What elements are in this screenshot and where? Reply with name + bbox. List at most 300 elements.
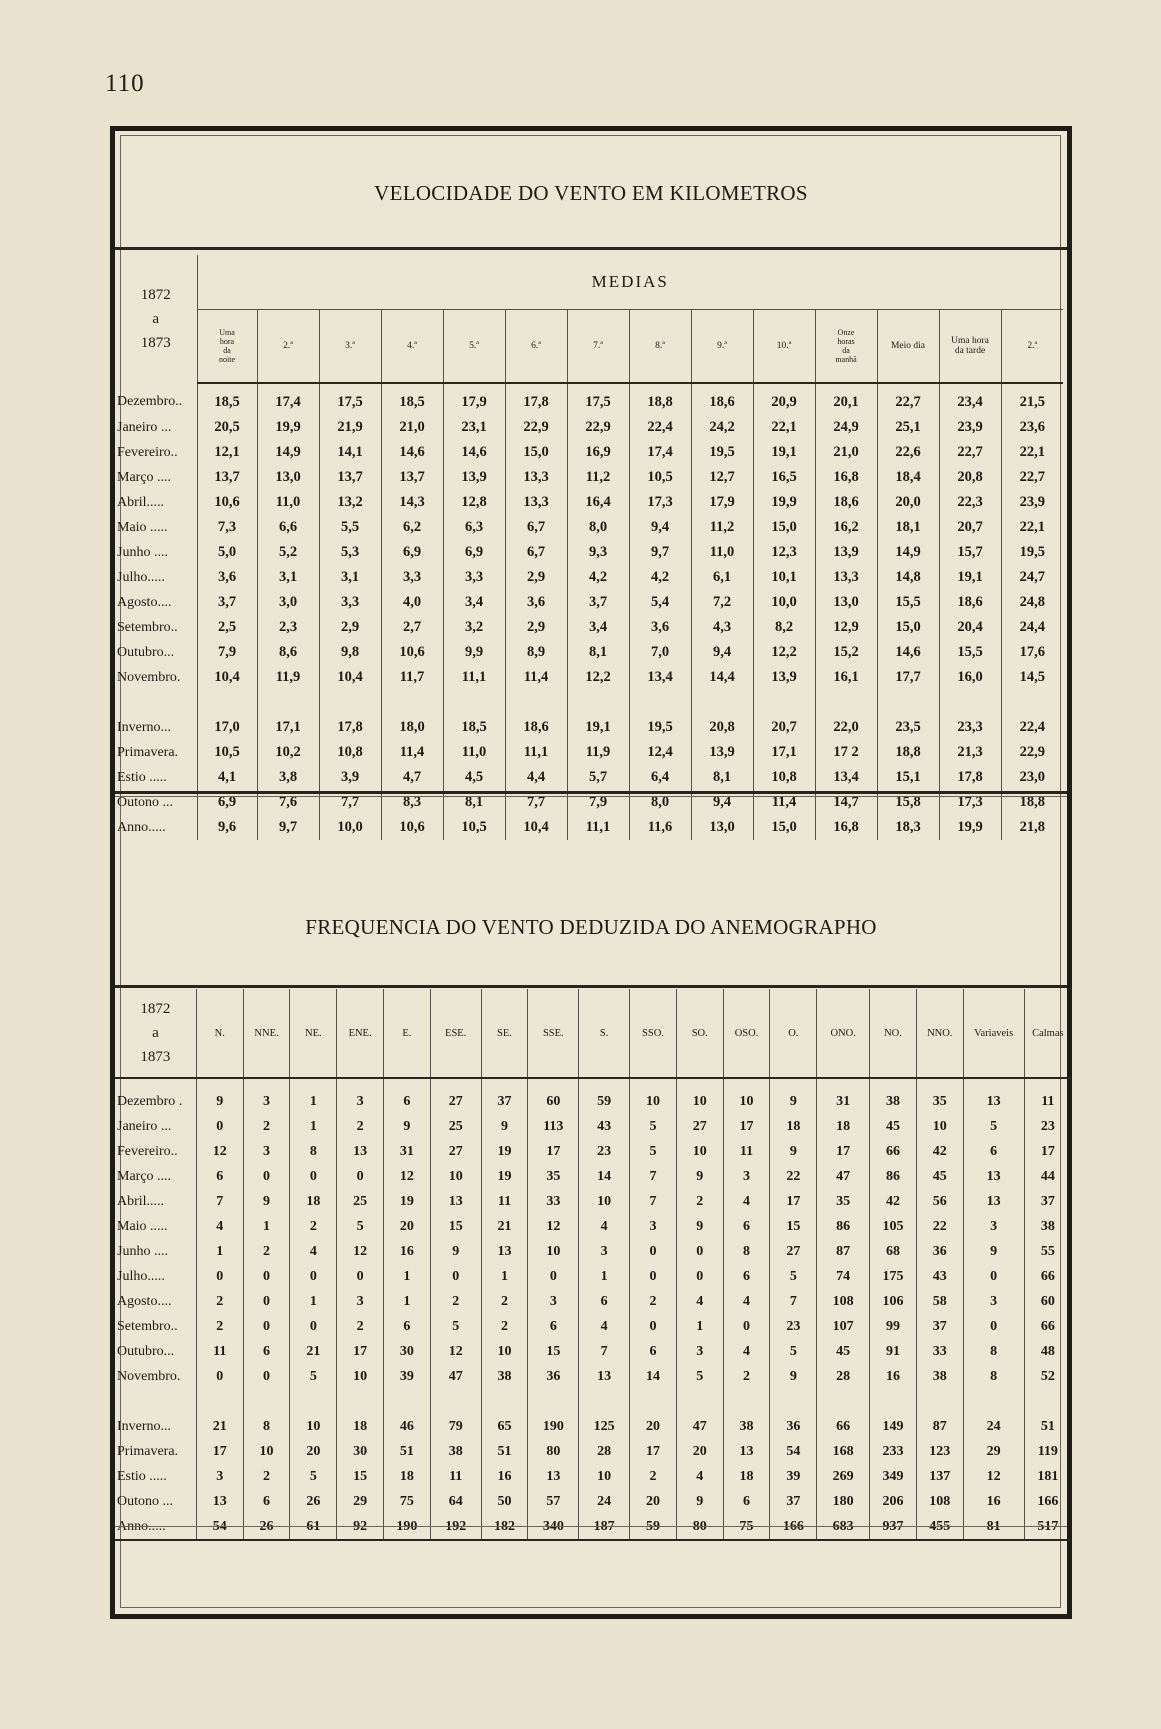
cell-value: 4,2 xyxy=(629,565,691,590)
hour-column-header xyxy=(319,310,381,384)
cell-value: 14,4 xyxy=(691,665,753,690)
cell-value: 39 xyxy=(383,1364,430,1389)
row-label: Janeiro ... xyxy=(115,1114,196,1139)
cell-value: 19,1 xyxy=(939,565,1001,590)
cell-value: 2 xyxy=(630,1464,677,1489)
cell-value: 11,7 xyxy=(381,665,443,690)
cell-value: 108 xyxy=(916,1489,963,1514)
cell-value: 20,0 xyxy=(877,490,939,515)
cell-value: 19,1 xyxy=(567,715,629,740)
cell-value: 36 xyxy=(770,1414,817,1439)
spacer-cell xyxy=(290,1389,337,1414)
cell-value: 4 xyxy=(579,1214,630,1239)
cell-value: 21,0 xyxy=(381,415,443,440)
cell-value: 22,9 xyxy=(1001,740,1063,765)
month-row xyxy=(115,640,1063,665)
cell-value: 18,6 xyxy=(815,490,877,515)
divider xyxy=(115,796,1067,797)
cell-value: 10,6 xyxy=(381,815,443,840)
cell-value: 9,8 xyxy=(319,640,381,665)
cell-value: 13,9 xyxy=(443,465,505,490)
cell-value: 17 xyxy=(337,1339,384,1364)
cell-value: 16 xyxy=(870,1364,917,1389)
cell-value: 13,9 xyxy=(753,665,815,690)
cell-value: 25 xyxy=(337,1189,384,1214)
cell-value: 137 xyxy=(916,1464,963,1489)
cell-value: 15 xyxy=(770,1214,817,1239)
cell-value: 9,6 xyxy=(197,815,257,840)
cell-value: 9 xyxy=(676,1164,723,1189)
cell-value: 18,3 xyxy=(877,815,939,840)
cell-value: 15,5 xyxy=(939,640,1001,665)
season-row xyxy=(115,1489,1071,1514)
month-row xyxy=(115,1139,1071,1164)
direction-column-header: SSO. xyxy=(630,989,677,1078)
cell-value: 4 xyxy=(676,1289,723,1314)
cell-value: 26 xyxy=(290,1489,337,1514)
cell-value: 50 xyxy=(481,1489,528,1514)
cell-value: 8,9 xyxy=(505,640,567,665)
cell-value: 17,9 xyxy=(443,383,505,415)
row-label: Julho..... xyxy=(115,565,197,590)
period-start: 1872 xyxy=(140,287,171,303)
cell-value: 16,0 xyxy=(939,665,1001,690)
cell-value: 2 xyxy=(196,1289,243,1314)
cell-value: 6 xyxy=(723,1264,770,1289)
cell-value: 60 xyxy=(528,1078,579,1114)
cell-value: 18,8 xyxy=(877,740,939,765)
cell-value: 11,6 xyxy=(629,815,691,840)
cell-value: 6 xyxy=(579,1289,630,1314)
cell-value: 10,8 xyxy=(753,765,815,790)
cell-value: 19,1 xyxy=(753,440,815,465)
row-label: Fevereiro.. xyxy=(115,1139,196,1164)
cell-value: 0 xyxy=(528,1264,579,1289)
cell-value: 4 xyxy=(723,1189,770,1214)
cell-value: 2 xyxy=(243,1464,290,1489)
cell-value: 5 xyxy=(770,1339,817,1364)
cell-value: 17,4 xyxy=(257,383,319,415)
cell-value: 0 xyxy=(337,1264,384,1289)
cell-value: 12,4 xyxy=(629,740,691,765)
cell-value: 8,1 xyxy=(443,790,505,815)
cell-value: 42 xyxy=(916,1139,963,1164)
cell-value: 2 xyxy=(290,1214,337,1239)
period-sep: a xyxy=(152,311,160,327)
cell-value: 66 xyxy=(870,1139,917,1164)
spacer-row xyxy=(115,690,1063,715)
cell-value: 8 xyxy=(963,1364,1024,1389)
cell-value: 14 xyxy=(630,1364,677,1389)
cell-value: 12 xyxy=(196,1139,243,1164)
cell-value: 20 xyxy=(630,1414,677,1439)
direction-column-header: OSO. xyxy=(723,989,770,1078)
cell-value: 38 xyxy=(481,1364,528,1389)
cell-value: 9,7 xyxy=(629,540,691,565)
cell-value: 22,9 xyxy=(567,415,629,440)
cell-value: 18 xyxy=(337,1414,384,1439)
month-row xyxy=(115,615,1063,640)
direction-column-header: ONO. xyxy=(817,989,870,1078)
cell-value: 22,7 xyxy=(939,440,1001,465)
month-row xyxy=(115,415,1063,440)
row-label: Abril..... xyxy=(115,490,197,515)
cell-value: 11,9 xyxy=(567,740,629,765)
cell-value: 3,6 xyxy=(629,615,691,640)
cell-value: 0 xyxy=(243,1289,290,1314)
spacer-cell xyxy=(676,1389,723,1414)
cell-value: 6,3 xyxy=(443,515,505,540)
cell-value: 5 xyxy=(630,1139,677,1164)
hour-header-line: 7.ª xyxy=(593,341,603,351)
cell-value: 0 xyxy=(630,1314,677,1339)
row-label: Setembro.. xyxy=(115,1314,196,1339)
cell-value: 20,8 xyxy=(691,715,753,740)
cell-value: 6 xyxy=(243,1489,290,1514)
cell-value: 6 xyxy=(963,1139,1024,1164)
cell-value: 15,0 xyxy=(753,815,815,840)
cell-value: 9 xyxy=(770,1139,817,1164)
spacer-cell xyxy=(381,690,443,715)
cell-value: 3,9 xyxy=(319,765,381,790)
cell-value: 20,8 xyxy=(939,465,1001,490)
cell-value: 181 xyxy=(1024,1464,1071,1489)
month-row xyxy=(115,490,1063,515)
row-label: Junho .... xyxy=(115,540,197,565)
cell-value: 14 xyxy=(579,1164,630,1189)
cell-value: 19,5 xyxy=(691,440,753,465)
cell-value: 21,0 xyxy=(815,440,877,465)
spacer-cell xyxy=(963,1389,1024,1414)
direction-column-header: NO. xyxy=(870,989,917,1078)
hour-column-header xyxy=(197,310,257,384)
cell-value: 5 xyxy=(676,1364,723,1389)
cell-value: 79 xyxy=(430,1414,481,1439)
cell-value: 86 xyxy=(817,1214,870,1239)
cell-value: 3,7 xyxy=(567,590,629,615)
cell-value: 3,1 xyxy=(319,565,381,590)
season-row xyxy=(115,1464,1071,1489)
hour-column-header xyxy=(815,310,877,384)
cell-value: 16,9 xyxy=(567,440,629,465)
month-row xyxy=(115,465,1063,490)
cell-value: 14,6 xyxy=(443,440,505,465)
row-label: Primavera. xyxy=(115,1439,196,1464)
cell-value: 108 xyxy=(817,1289,870,1314)
row-label: Setembro.. xyxy=(115,615,197,640)
spacer-cell xyxy=(1024,1389,1071,1414)
cell-value: 1 xyxy=(243,1214,290,1239)
cell-value: 13,0 xyxy=(815,590,877,615)
cell-value: 2,9 xyxy=(505,615,567,640)
month-row xyxy=(115,1114,1071,1139)
cell-value: 10 xyxy=(430,1164,481,1189)
cell-value: 2,9 xyxy=(319,615,381,640)
cell-value: 80 xyxy=(528,1439,579,1464)
cell-value: 190 xyxy=(528,1414,579,1439)
cell-value: 15 xyxy=(430,1214,481,1239)
cell-value: 6,7 xyxy=(505,515,567,540)
cell-value: 21,9 xyxy=(319,415,381,440)
month-row xyxy=(115,1078,1071,1114)
cell-value: 1 xyxy=(579,1264,630,1289)
cell-value: 2,9 xyxy=(505,565,567,590)
cell-value: 18 xyxy=(383,1464,430,1489)
cell-value: 26 xyxy=(243,1514,290,1540)
cell-value: 20,4 xyxy=(939,615,1001,640)
cell-value: 12,9 xyxy=(815,615,877,640)
cell-value: 7 xyxy=(630,1164,677,1189)
cell-value: 14,1 xyxy=(319,440,381,465)
cell-value: 21,5 xyxy=(1001,383,1063,415)
wind-frequency-table xyxy=(115,989,1071,1541)
cell-value: 44 xyxy=(1024,1164,1071,1189)
month-row xyxy=(115,1339,1071,1364)
cell-value: 17,1 xyxy=(753,740,815,765)
cell-value: 13 xyxy=(723,1439,770,1464)
direction-column-header: NNE. xyxy=(243,989,290,1078)
cell-value: 18 xyxy=(817,1114,870,1139)
cell-value: 4,7 xyxy=(381,765,443,790)
cell-value: 87 xyxy=(916,1414,963,1439)
cell-value: 11,1 xyxy=(505,740,567,765)
cell-value: 61 xyxy=(290,1514,337,1540)
cell-value: 18 xyxy=(290,1189,337,1214)
cell-value: 13,9 xyxy=(691,740,753,765)
cell-value: 23,5 xyxy=(877,715,939,740)
hour-header-line: da tarde xyxy=(954,346,986,356)
cell-value: 91 xyxy=(870,1339,917,1364)
cell-value: 15,2 xyxy=(815,640,877,665)
cell-value: 15 xyxy=(337,1464,384,1489)
cell-value: 80 xyxy=(676,1514,723,1540)
cell-value: 11,4 xyxy=(505,665,567,690)
cell-value: 10 xyxy=(723,1078,770,1114)
divider xyxy=(115,985,1067,988)
cell-value: 38 xyxy=(430,1439,481,1464)
cell-value: 17,6 xyxy=(1001,640,1063,665)
cell-value: 19 xyxy=(481,1139,528,1164)
cell-value: 33 xyxy=(528,1189,579,1214)
season-row xyxy=(115,815,1063,840)
cell-value: 123 xyxy=(916,1439,963,1464)
cell-value: 13 xyxy=(963,1164,1024,1189)
cell-value: 9 xyxy=(196,1078,243,1114)
cell-value: 68 xyxy=(870,1239,917,1264)
direction-header-row xyxy=(115,989,1071,1078)
cell-value: 683 xyxy=(817,1514,870,1540)
divider xyxy=(115,1526,1067,1527)
cell-value: 66 xyxy=(1024,1264,1071,1289)
cell-value: 15,1 xyxy=(877,765,939,790)
cell-value: 17,7 xyxy=(877,665,939,690)
hour-column-header xyxy=(939,310,1001,384)
cell-value: 9,7 xyxy=(257,815,319,840)
spacer-cell xyxy=(383,1389,430,1414)
cell-value: 30 xyxy=(337,1439,384,1464)
cell-value: 16,1 xyxy=(815,665,877,690)
cell-value: 11,1 xyxy=(443,665,505,690)
cell-value: 190 xyxy=(383,1514,430,1540)
cell-value: 11,1 xyxy=(567,815,629,840)
row-label: Inverno... xyxy=(115,1414,196,1439)
cell-value: 107 xyxy=(817,1314,870,1339)
cell-value: 23,9 xyxy=(1001,490,1063,515)
cell-value: 166 xyxy=(770,1514,817,1540)
cell-value: 58 xyxy=(916,1289,963,1314)
cell-value: 21 xyxy=(481,1214,528,1239)
cell-value: 5 xyxy=(630,1114,677,1139)
cell-value: 937 xyxy=(870,1514,917,1540)
row-label: Maio ..... xyxy=(115,1214,196,1239)
cell-value: 5 xyxy=(963,1114,1024,1139)
spacer-cell xyxy=(691,690,753,715)
hour-header-line: da xyxy=(842,346,850,355)
cell-value: 6,7 xyxy=(505,540,567,565)
cell-value: 5,4 xyxy=(629,590,691,615)
cell-value: 8 xyxy=(290,1139,337,1164)
cell-value: 149 xyxy=(870,1414,917,1439)
cell-value: 24,8 xyxy=(1001,590,1063,615)
cell-value: 25,1 xyxy=(877,415,939,440)
row-label: Anno..... xyxy=(115,1514,196,1540)
cell-value: 36 xyxy=(916,1239,963,1264)
cell-value: 9 xyxy=(676,1489,723,1514)
cell-value: 2 xyxy=(337,1314,384,1339)
cell-value: 31 xyxy=(383,1139,430,1164)
cell-value: 349 xyxy=(870,1464,917,1489)
cell-value: 10,6 xyxy=(197,490,257,515)
cell-value: 13,3 xyxy=(815,565,877,590)
cell-value: 10 xyxy=(579,1189,630,1214)
cell-value: 4 xyxy=(196,1214,243,1239)
cell-value: 18,6 xyxy=(691,383,753,415)
direction-column-header: O. xyxy=(770,989,817,1078)
hour-header-line: Meio dia xyxy=(890,341,926,351)
cell-value: 47 xyxy=(676,1414,723,1439)
cell-value: 92 xyxy=(337,1514,384,1540)
cell-value: 6,9 xyxy=(197,790,257,815)
cell-value: 10,8 xyxy=(319,740,381,765)
cell-value: 81 xyxy=(963,1514,1024,1540)
cell-value: 22,9 xyxy=(505,415,567,440)
cell-value: 23 xyxy=(1024,1114,1071,1139)
month-row xyxy=(115,540,1063,565)
cell-value: 9,9 xyxy=(443,640,505,665)
cell-value: 10,5 xyxy=(443,815,505,840)
cell-value: 182 xyxy=(481,1514,528,1540)
cell-value: 11,0 xyxy=(257,490,319,515)
cell-value: 22,1 xyxy=(753,415,815,440)
cell-value: 10,1 xyxy=(753,565,815,590)
cell-value: 21 xyxy=(290,1339,337,1364)
cell-value: 17,3 xyxy=(629,490,691,515)
cell-value: 3,1 xyxy=(257,565,319,590)
season-row xyxy=(115,1514,1071,1540)
cell-value: 0 xyxy=(290,1314,337,1339)
cell-value: 66 xyxy=(817,1414,870,1439)
cell-value: 35 xyxy=(817,1189,870,1214)
cell-value: 9,3 xyxy=(567,540,629,565)
cell-value: 2 xyxy=(723,1364,770,1389)
cell-value: 4 xyxy=(723,1339,770,1364)
medias-header: MEDIAS xyxy=(197,255,1063,310)
cell-value: 45 xyxy=(916,1164,963,1189)
direction-column-header: ENE. xyxy=(337,989,384,1078)
cell-value: 22,4 xyxy=(1001,715,1063,740)
cell-value: 13,7 xyxy=(381,465,443,490)
cell-value: 4 xyxy=(290,1239,337,1264)
cell-value: 119 xyxy=(1024,1439,1071,1464)
cell-value: 25 xyxy=(430,1114,481,1139)
cell-value: 12 xyxy=(383,1164,430,1189)
cell-value: 7,3 xyxy=(197,515,257,540)
cell-value: 3,6 xyxy=(505,590,567,615)
cell-value: 7 xyxy=(579,1339,630,1364)
cell-value: 24 xyxy=(963,1414,1024,1439)
cell-value: 1 xyxy=(676,1314,723,1339)
cell-value: 6,4 xyxy=(629,765,691,790)
cell-value: 3,6 xyxy=(197,565,257,590)
row-label: Março .... xyxy=(115,1164,196,1189)
cell-value: 2 xyxy=(243,1239,290,1264)
cell-value: 7,9 xyxy=(197,640,257,665)
cell-value: 6 xyxy=(630,1339,677,1364)
row-label: Abril..... xyxy=(115,1189,196,1214)
cell-value: 17,5 xyxy=(567,383,629,415)
cell-value: 5,2 xyxy=(257,540,319,565)
cell-value: 11,0 xyxy=(443,740,505,765)
cell-value: 8,0 xyxy=(629,790,691,815)
cell-value: 22,7 xyxy=(877,383,939,415)
cell-value: 13,2 xyxy=(319,490,381,515)
cell-value: 11,0 xyxy=(691,540,753,565)
cell-value: 13,0 xyxy=(691,815,753,840)
spacer-cell xyxy=(579,1389,630,1414)
cell-value: 3 xyxy=(243,1078,290,1114)
cell-value: 6,9 xyxy=(443,540,505,565)
cell-value: 2 xyxy=(630,1289,677,1314)
cell-value: 23,9 xyxy=(939,415,1001,440)
cell-value: 12,3 xyxy=(753,540,815,565)
cell-value: 10 xyxy=(676,1139,723,1164)
cell-value: 8,6 xyxy=(257,640,319,665)
divider xyxy=(115,791,1067,794)
cell-value: 54 xyxy=(196,1514,243,1540)
page-number: 110 xyxy=(105,70,145,97)
cell-value: 7 xyxy=(770,1289,817,1314)
cell-value: 18,5 xyxy=(443,715,505,740)
cell-value: 0 xyxy=(963,1314,1024,1339)
cell-value: 37 xyxy=(481,1078,528,1114)
cell-value: 10,5 xyxy=(197,740,257,765)
hour-header-line: Uma xyxy=(219,328,235,337)
cell-value: 11 xyxy=(1024,1078,1071,1114)
direction-column-header: NE. xyxy=(290,989,337,1078)
hour-column-header xyxy=(691,310,753,384)
month-row xyxy=(115,1164,1071,1189)
cell-value: 6 xyxy=(528,1314,579,1339)
month-row xyxy=(115,590,1063,615)
spacer-cell xyxy=(567,690,629,715)
row-label: Março .... xyxy=(115,465,197,490)
cell-value: 8 xyxy=(243,1414,290,1439)
cell-value: 17 xyxy=(1024,1139,1071,1164)
direction-column-header: N. xyxy=(196,989,243,1078)
cell-value: 42 xyxy=(870,1189,917,1214)
hour-header-line: noite xyxy=(219,355,235,364)
season-row xyxy=(115,715,1063,740)
